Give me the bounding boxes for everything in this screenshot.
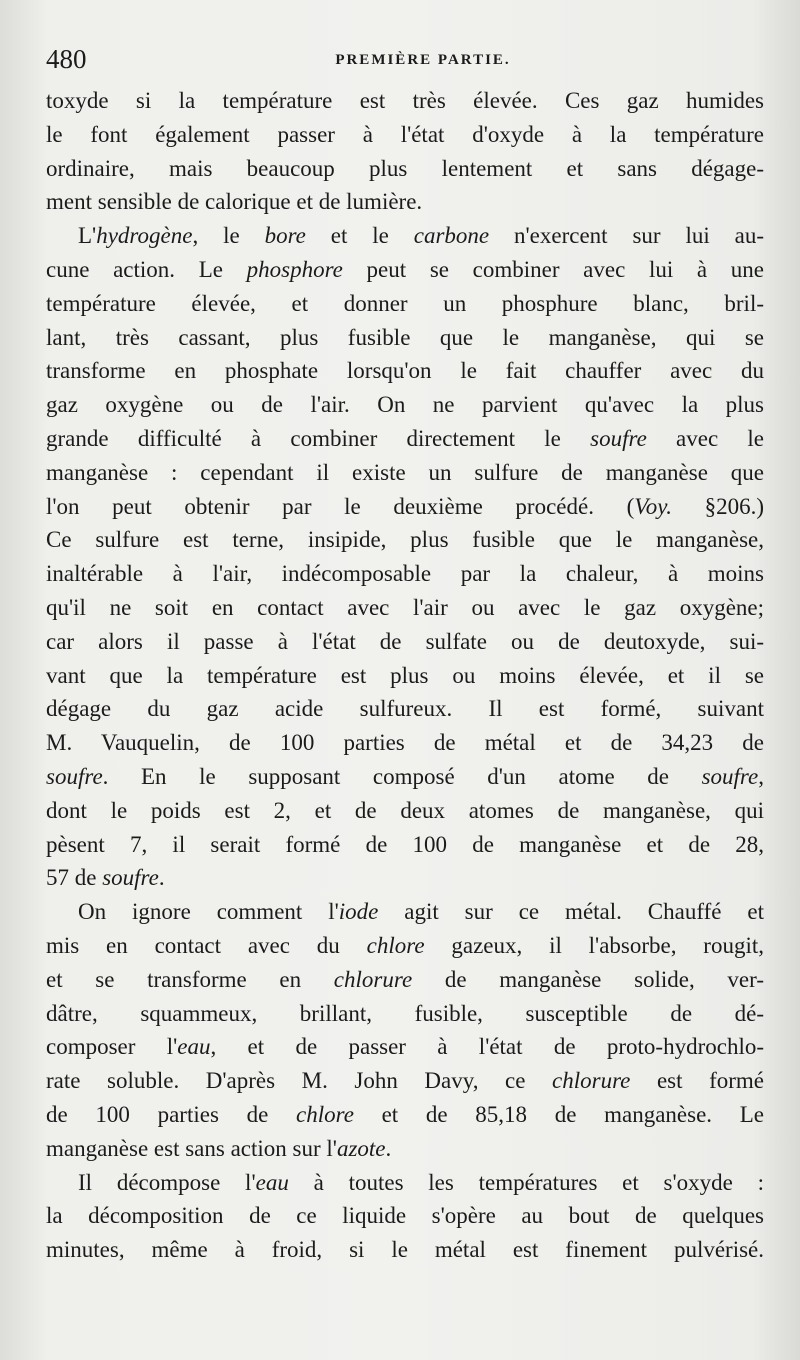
text-line: mis en contact avec du chlore gazeux, il l'absorbe, rougit,	[46, 932, 764, 958]
text-line: vant que la température est plus ou moins élevée, et il se	[46, 662, 764, 688]
text-line: de 100 parties de chlore et de 85,18 de manganèse. Le	[46, 1101, 764, 1127]
body-text	[46, 84, 764, 1267]
page-number: 480	[46, 44, 87, 74]
text-line: grande difficulté à combiner directement le soufre avec le	[46, 425, 764, 451]
text-line: ment sensible de calorique et de lumière.	[46, 189, 423, 215]
text-line: minutes, même à froid, si le métal est finement pulvérisé.	[46, 1237, 764, 1263]
text-line: la décomposition de ce liquide s'opère au bout de quelques	[46, 1203, 764, 1229]
running-head: PREMIÈRE PARTIE.	[335, 52, 511, 68]
text-line: dégage du gaz acide sulfureux. Il est formé, suivant	[46, 696, 764, 722]
text-line: dont le poids est 2, et de deux atomes de manganèse, qui	[46, 797, 764, 823]
text-line: ordinaire, mais beaucoup plus lentement et sans dégage-	[46, 155, 764, 181]
text-line: inaltérable à l'air, indécomposable par la chaleur, à moins	[46, 561, 764, 587]
text-line: dâtre, squammeux, brillant, fusible, susceptible de dé-	[46, 1000, 764, 1026]
paragraph	[46, 895, 764, 1165]
page-header	[46, 44, 760, 80]
paragraph	[46, 1166, 764, 1267]
text-line: manganèse est sans action sur l'azote.	[46, 1135, 392, 1161]
text-line: 57 de soufre.	[46, 865, 165, 891]
text-line: Ce sulfure est terne, insipide, plus fusible que le manganèse,	[46, 527, 764, 553]
paragraph	[46, 84, 764, 219]
text-line: rate soluble. D'après M. John Davy, ce chlorure est formé	[46, 1068, 764, 1094]
text-line: qu'il ne soit en contact avec l'air ou avec le gaz oxygène;	[46, 594, 764, 620]
text-line: et se transforme en chlorure de manganèse solide, ver-	[46, 966, 764, 992]
text-line: transforme en phosphate lorsqu'on le fait chauffer avec du	[46, 358, 764, 384]
text-line: L'hydrogène, le bore et le carbone n'exercent sur lui au-	[78, 223, 764, 249]
text-line: car alors il passe à l'état de sulfate ou de deutoxyde, sui-	[46, 628, 764, 654]
text-line: l'on peut obtenir par le deuxième procédé. (Voy. §206.)	[46, 493, 764, 519]
text-line: composer l'eau, et de passer à l'état de proto-hydrochlo-	[46, 1034, 764, 1060]
text-line: toxyde si la température est très élevée. Ces gaz humides	[46, 88, 764, 113]
text-line: pèsent 7, il serait formé de 100 de manganèse et de 28,	[46, 831, 764, 857]
text-line: gaz oxygène ou de l'air. On ne parvient qu'avec la plus	[46, 392, 764, 418]
text-line: le font également passer à l'état d'oxyde à la température	[46, 121, 764, 147]
text-line: On ignore comment l'iode agit sur ce métal. Chauffé et	[78, 899, 764, 925]
text-line: lant, très cassant, plus fusible que le manganèse, qui se	[46, 324, 764, 350]
text-line: manganèse : cependant il existe un sulfure de manganèse que	[46, 459, 764, 485]
text-line: Il décompose l'eau à toutes les températures et s'oxyde :	[78, 1169, 764, 1195]
text-line: M. Vauquelin, de 100 parties de métal et de 34,23 de	[46, 730, 764, 756]
text-line: cune action. Le phosphore peut se combiner avec lui à une	[46, 256, 764, 282]
text-line: température élevée, et donner un phosphure blanc, bril-	[46, 290, 764, 316]
text-line: soufre. En le supposant composé d'un atome de soufre,	[46, 763, 764, 789]
paragraph	[46, 219, 764, 895]
